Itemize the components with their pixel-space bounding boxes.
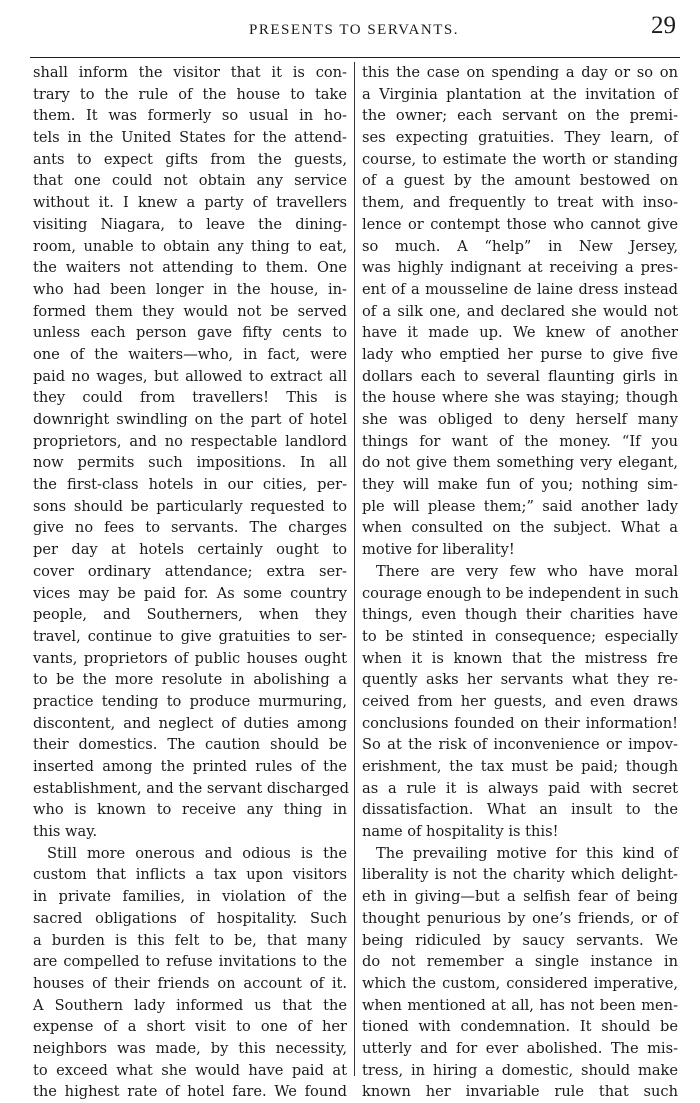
text-line: they could from travellers! This is bbox=[33, 389, 347, 407]
text-line: establishment, and the servant discharged bbox=[33, 779, 349, 797]
text-line: tioned with condemnation. It should be bbox=[362, 1018, 678, 1036]
text-line: known her invariable rule that such bbox=[362, 1083, 678, 1101]
text-line: she was obliged to deny herself many bbox=[362, 411, 678, 428]
text-line: room, unable to obtain any thing to eat, bbox=[33, 237, 347, 255]
text-line: them, and frequently to treat with inso- bbox=[362, 194, 678, 212]
text-line: the waiters not attending to them. One bbox=[33, 259, 347, 277]
text-line: now permits such impositions. In all bbox=[33, 454, 347, 472]
text-line: vices may be paid for. As some country bbox=[33, 584, 347, 602]
text-line: the owner; each servant on the premi- bbox=[362, 107, 678, 125]
text-line: houses of their friends on account of it. bbox=[33, 974, 347, 992]
text-line: inserted among the printed rules of the bbox=[33, 758, 347, 775]
text-line: things, even though their charities have bbox=[362, 606, 678, 624]
text-line: the first-class hotels in our cities, per- bbox=[33, 476, 347, 494]
text-line: which the custom, considered imperative, bbox=[362, 974, 678, 992]
text-line: in private families, in violation of the bbox=[33, 888, 347, 906]
text-line: when mentioned at all, has not been men- bbox=[362, 996, 678, 1014]
text-line: who had been longer in the house, in- bbox=[33, 280, 347, 298]
text-line: as a rule it is always paid with secret bbox=[362, 779, 678, 797]
text-line: are compelled to refuse invitations to the bbox=[33, 953, 347, 971]
text-line: downright swindling on the part of hotel bbox=[33, 411, 347, 428]
text-line: courage enough to be independent in such bbox=[362, 584, 679, 602]
text-line: this the case on spending a day or so on bbox=[362, 64, 678, 81]
text-line: this way. bbox=[33, 823, 98, 841]
right-column bbox=[362, 62, 678, 1103]
text-line: ple will please them;” said another lady bbox=[362, 497, 678, 515]
text-line: vants, proprietors of public houses ought bbox=[33, 649, 347, 667]
left-column bbox=[33, 62, 347, 1103]
text-line: to be the more resolute in abolishing a bbox=[33, 671, 347, 689]
text-line: sons should be particularly requested to bbox=[33, 497, 347, 515]
text-line: who is known to receive any thing in bbox=[33, 801, 347, 819]
text-line: practice tending to produce murmuring, bbox=[33, 692, 347, 710]
text-line: dissatisfaction. What an insult to the bbox=[362, 801, 678, 819]
text-line: motive for liberality! bbox=[362, 541, 515, 559]
text-line: ceived from her guests, and even draws bbox=[362, 692, 678, 710]
text-line: have it made up. We knew of another bbox=[362, 324, 678, 342]
header-rule bbox=[30, 57, 680, 58]
text-line: shall inform the visitor that it is con- bbox=[33, 64, 347, 81]
column-divider bbox=[354, 62, 355, 1076]
text-line: do not give them something very elegant, bbox=[362, 454, 678, 472]
text-line: name of hospitality is this! bbox=[362, 823, 559, 841]
text-line: The prevailing motive for this kind of bbox=[376, 844, 678, 862]
text-line: so much. A “help” in New Jersey, bbox=[362, 237, 678, 255]
running-head: PRESENTS TO SERVANTS. bbox=[249, 22, 459, 38]
text-line: per day at hotels certainly ought to bbox=[33, 541, 347, 559]
text-line: of a guest by the amount bestowed on bbox=[362, 172, 678, 190]
text-line: course, to estimate the worth or standing bbox=[362, 150, 678, 168]
text-line: tress, in hiring a domestic, should make bbox=[362, 1061, 678, 1079]
text-line: without it. I knew a party of travellers bbox=[33, 194, 347, 212]
text-line: the house where she was staying; though bbox=[362, 389, 678, 407]
text-line: discontent, and neglect of duties among bbox=[33, 714, 347, 732]
text-line: ent of a mousseline de laine dress instead bbox=[362, 280, 678, 298]
text-line: lady who emptied her purse to give five bbox=[362, 345, 678, 363]
text-line: ses expecting gratuities. They learn, of bbox=[362, 129, 678, 147]
text-line: paid no wages, but allowed to extract all bbox=[33, 367, 347, 385]
text-line: eth in giving—but a selfish fear of being bbox=[362, 888, 678, 906]
text-line: conclusions founded on their information! bbox=[362, 714, 678, 732]
text-line: formed them they would not be served bbox=[33, 302, 347, 320]
text-line: dollars each to several flaunting girls in bbox=[362, 367, 678, 385]
text-line: a burden is this felt to be, that many bbox=[33, 931, 347, 949]
text-line: quently asks her servants what they re- bbox=[362, 671, 678, 689]
text-line: do not remember a single instance in bbox=[362, 953, 678, 971]
text-line: sacred obligations of hospitality. Such bbox=[33, 909, 347, 927]
text-line: thought penurious by one’s friends, or of bbox=[362, 909, 678, 927]
text-line: utterly and for ever abolished. The mis- bbox=[362, 1039, 678, 1057]
text-line: unless each person gave fifty cents to bbox=[33, 324, 347, 342]
text-line: custom that inflicts a tax upon visitors bbox=[33, 866, 347, 884]
text-line: when it is known that the mistress fre bbox=[362, 649, 678, 667]
text-line: when consulted on the subject. What a bbox=[362, 519, 678, 537]
text-line: trary to the rule of the house to take bbox=[33, 85, 347, 103]
text-line: travel, continue to give gratuities to ser- bbox=[33, 627, 347, 645]
text-line: to exceed what she would have paid at bbox=[33, 1061, 347, 1079]
text-line: liberality is not the charity which delight- bbox=[362, 866, 678, 884]
text-line: lence or contempt those who cannot give bbox=[362, 215, 678, 233]
text-line: a Virginia plantation at the invitation of bbox=[362, 85, 678, 103]
text-line: was highly indignant at receiving a pres- bbox=[362, 259, 678, 277]
text-line: they will make fun of you; nothing sim- bbox=[362, 476, 678, 494]
text-line: visiting Niagara, to leave the dining- bbox=[33, 215, 347, 233]
text-line: that one could not obtain any service bbox=[33, 172, 347, 190]
text-line: erishment, the tax must be paid; though bbox=[362, 758, 678, 775]
text-line: A Southern lady informed us that the bbox=[33, 996, 347, 1014]
text-line: Still more onerous and odious is the bbox=[47, 844, 347, 862]
text-line: There are very few who have moral bbox=[376, 562, 678, 580]
page-header bbox=[30, 4, 678, 42]
text-line: things for want of the money. “If you bbox=[362, 432, 678, 450]
text-line: one of the waiters—who, in fact, were bbox=[33, 345, 347, 363]
text-line: proprietors, and no respectable landlord bbox=[33, 432, 347, 450]
text-line: tels in the United States for the attend- bbox=[33, 129, 347, 147]
text-line: ants to expect gifts from the guests, bbox=[33, 150, 347, 168]
text-line: the highest rate of hotel fare. We found bbox=[33, 1083, 347, 1101]
page-number: 29 bbox=[651, 12, 676, 39]
text-line: them. It was formerly so usual in ho- bbox=[33, 107, 347, 125]
text-line: cover ordinary attendance; extra ser- bbox=[33, 562, 347, 580]
text-line: to be stinted in consequence; especially bbox=[362, 627, 678, 645]
text-line: expense of a short visit to one of her bbox=[33, 1018, 347, 1036]
text-line: people, and Southerners, when they bbox=[33, 606, 347, 624]
text-line: neighbors was made, by this necessity, bbox=[33, 1039, 347, 1057]
text-line: give no fees to servants. The charges bbox=[33, 519, 347, 537]
text-line: their domestics. The caution should be bbox=[33, 736, 347, 754]
text-line: So at the risk of inconvenience or impov- bbox=[362, 736, 678, 754]
text-line: of a silk one, and declared she would not bbox=[362, 302, 678, 320]
text-line: being ridiculed by saucy servants. We bbox=[362, 931, 678, 949]
